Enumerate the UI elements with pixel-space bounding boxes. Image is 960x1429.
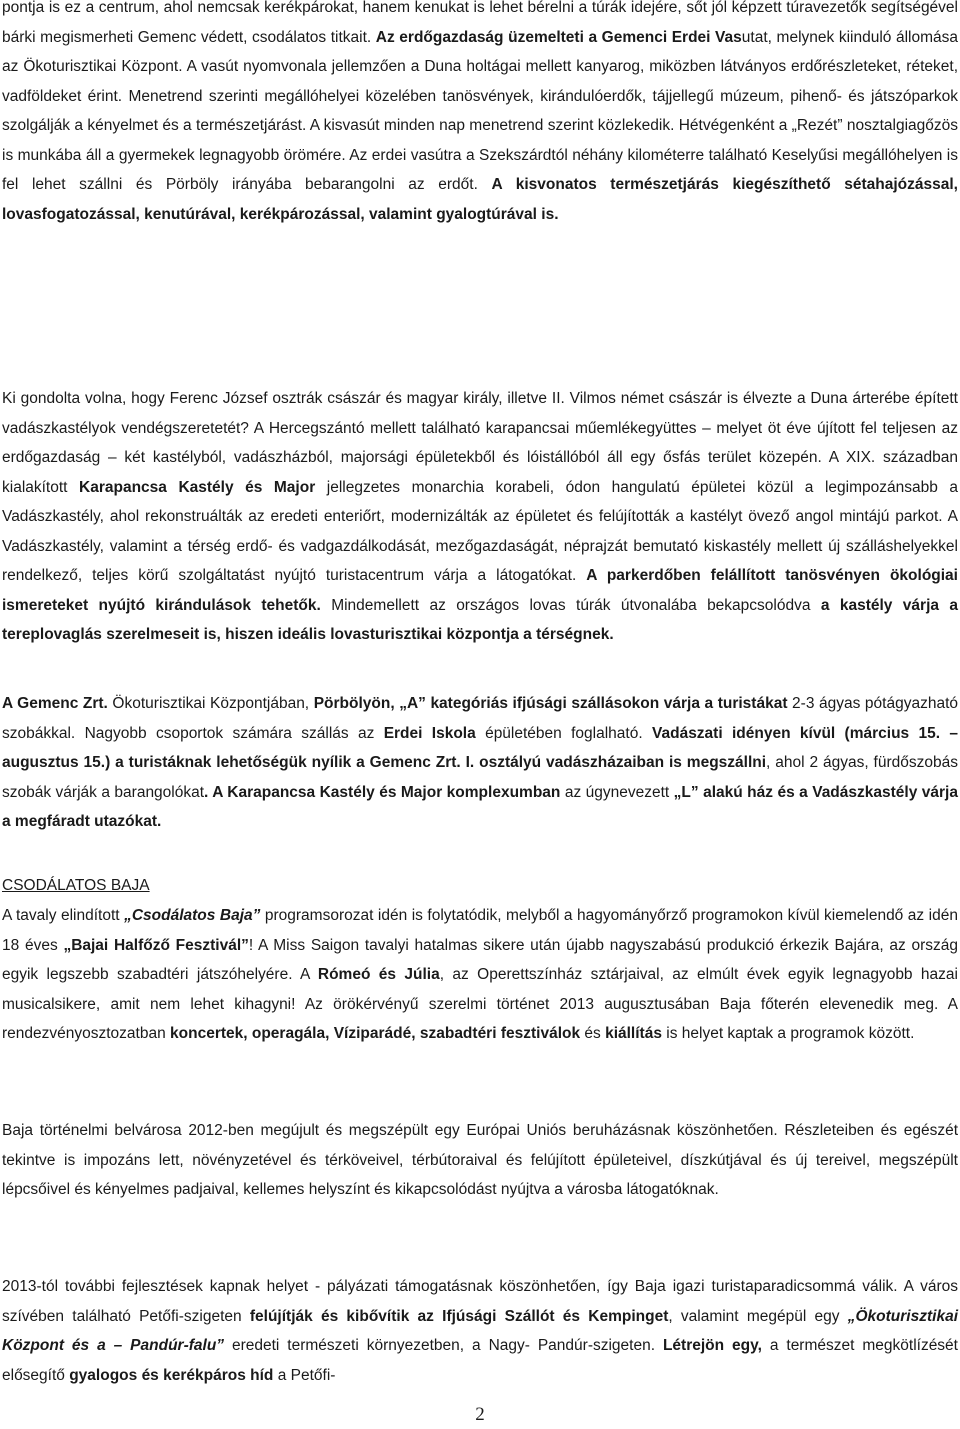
text-run: „Ökoturisztikai Központ és a – Pandúr-falu” bbox=[2, 1307, 958, 1354]
text-run: jellegzetes monarchia korabeli, ódon hangulatú épületei közül a legimpozánsabb a Vadászkastély, ahol rekonstruálták az eredeti enteriőrt, modernizálták az épületet és felújították a kastélyt övező angol mintájú parkot. A Vadászkastély, valamint a térség erdő- és vadgazdálkodását, mezőgazdaságát, néprajzát bemutató kiskastély mellett új szálláshelyekkel rendelkező, teljes körű szolgáltatást nyújtó turistacentrum várja a látogatókat. bbox=[2, 478, 959, 584]
text-run: A parkerdőben felállított tanösvényen ökológiai ismereteket nyújtó kirándulások tehetők. bbox=[2, 567, 958, 614]
text-run: Mindemellett az országos lovas túrák útvonalába bekapcsolódva bbox=[320, 596, 821, 614]
text-run: 2-3 ágyas pótágyazható szobákkal. Nagyobb csoportok számára szállás az bbox=[2, 695, 958, 742]
page-number: 2 bbox=[475, 1404, 485, 1425]
text-run: a kastély várja a tereplovaglás szerelmeseit is, hiszen ideális lovasturisztikai központja a térségnek. bbox=[2, 596, 958, 643]
paragraph-accommodation bbox=[2, 689, 958, 837]
text-run: Karapancsa Kastély és Major bbox=[79, 478, 316, 496]
text-run: 2013-tól további fejlesztések kapnak helyet - pályázati támogatásnak köszönhetően, így Baja igazi turistaparadicsommá válik. A város szívében található Petőfi-szigeten bbox=[2, 1278, 958, 1325]
text-run: felújítják és kibővítik az Ifjúsági Szállót és Kempinget bbox=[249, 1307, 669, 1325]
text-run: épületében foglalható. bbox=[475, 724, 652, 742]
text-run: , valamint megépül egy bbox=[668, 1307, 848, 1325]
text-run: Vadászati idényen kívül (március 15. – augusztus 15.) a turistáknak lehetőségük nyílik a Gemenc Zrt. I. osztályú vadászházaiban is megszállni bbox=[2, 724, 959, 771]
paragraph-development bbox=[2, 1272, 958, 1390]
text-run: „L” alakú ház és a Vadászkastély várja a megfáradt utazókat. bbox=[2, 783, 958, 830]
text-run: „Csodálatos Baja” bbox=[124, 907, 261, 924]
paragraph-gemenc-railway bbox=[2, 0, 958, 229]
text-run: Baja történelmi belvárosa 2012-ben megújult és megszépült egy Európai Uniós beruházásnak köszönhetően. Részleteiben és egészét tekintve is impozáns lett, növényzetével és térköveivel, térbútoraival és felújított épületeivel, díszkútjával és új tereivel, megszépült lépcsőivel és kényelmes padjaival, kellemes helyszínt és kikapcsolódást nyújtva a városba látogatóknak. bbox=[2, 1122, 958, 1198]
text-run: Ökoturisztikai Központjában, bbox=[107, 695, 314, 712]
text-run: koncertek, operagála, Víziparádé, szabadtéri fesztiválok bbox=[170, 1025, 581, 1042]
text-run: Az erdőgazdaság üzemelteti a Gemenci Erdei Vas bbox=[375, 28, 742, 46]
text-run: A Gemenc Zrt. bbox=[2, 695, 108, 712]
text-run: Ki gondolta volna, hogy Ferenc József osztrák császár és magyar király, illetve II. Vilmos német császár is élvezte a Duna árterébe épített vadászkastélyok vendégszeretetét? A Hercegszántó mellett található karapancsai műemlékegyüttes – melyet öt éve újított fel teljesen az erdőgazdaság – két kastélyból, vadászházból, majorsági épületekből és lóistállóból áll egy ősfás terület közepén. A XIX. században kialakított bbox=[2, 390, 958, 496]
paragraph-baja-downtown bbox=[2, 1116, 958, 1205]
text-run: Létrejön egy, bbox=[662, 1337, 762, 1354]
text-run: Pörbölyön, „A” kategóriás ifjúsági szállásokon várja a turistákat bbox=[313, 695, 788, 712]
text-run: A kisvonatos természetjárás kiegészíthető sétahajózással, lovasfogatozással, kenutúrával, kerékpározással, valamint gyalogtúrával is. bbox=[2, 176, 958, 223]
text-run: az úgynevezett bbox=[560, 783, 674, 801]
text-run: utat, melynek kiinduló állomása az Ökoturisztikai Központ. A vasút nyomvonala jellemzően a Duna holtágai mellett kanyarog, miközben látványos erdőrészleteket, réteket, vadföldeket érint. Menetrend szerinti megállóhelyei közelében tanösvények, kirándulóerdők, tájjellegű múzeum, pihenő- és játszóparkok szolgálják a kényelmet és a természetjárást. A kisvasút minden nap menetrend szerint közlekedik. Hétvégenként a „Rezét” nosztalgiagőzös is munkába áll a gyermekek legnagyobb örömére. Az erdei vasútra a Szekszárdtól néhány kilométerre található Keselyűsi megállóhelyen is fel lehet szállni és Pörböly irányába bebarangolni az erdőt. bbox=[2, 28, 958, 193]
text-run: gyalogos és kerékpáros híd bbox=[69, 1366, 274, 1384]
text-run: eredeti természeti környezetben, a Nagy- Pandúr-szigeten. bbox=[224, 1337, 663, 1354]
section-heading bbox=[2, 871, 150, 901]
text-run: Rómeó és Júlia bbox=[317, 966, 440, 983]
text-run: programsorozat idén is folytatódik, melyből a hagyományőrző programokon kívül kiemelendő az idén 18 éves bbox=[2, 907, 958, 954]
text-run: , ahol 2 ágyas, fürdőszobás szobák várják a barangolókat bbox=[2, 754, 958, 801]
text-run: a Petőfi- bbox=[273, 1366, 336, 1384]
paragraph-csodalatos-baja bbox=[2, 901, 958, 1049]
text-run: és bbox=[580, 1025, 606, 1042]
text-run: Erdei Iskola bbox=[383, 724, 476, 742]
text-run: . A Karapancsa Kastély és Major komplexumban bbox=[204, 783, 561, 801]
text-run: , az Operettszínház sztárjaival, az elmúlt évek egyik legnagyobb hazai musicalsikere, amit nem lehet kihagyni! Az örökérvényű szerelmi történet 2013 augusztusában Baja főterén elevenedik meg. A rendezvényosztozatban bbox=[2, 966, 958, 1042]
text-run: A tavaly elindított bbox=[2, 907, 125, 924]
text-run: „Bajai Halfőző Fesztivál” bbox=[63, 936, 249, 954]
section-heading-text: CSODÁLATOS BAJA bbox=[2, 877, 150, 894]
text-run: ! A Miss Saigon tavalyi hatalmas sikere után újabb nagyszabású produkció érkezik Bajára, az ország egyik legszebb szabadtéri játszóhelyére. A bbox=[2, 936, 958, 983]
paragraph-karapancsa bbox=[2, 384, 958, 650]
text-run: kiállítás bbox=[605, 1025, 662, 1042]
text-run: a természet megkötlízését elősegítő bbox=[2, 1337, 958, 1384]
text-run: is helyet kaptak a programok között. bbox=[661, 1025, 915, 1042]
text-run: pontja is ez a centrum, ahol nemcsak kerékpárokat, hanem kenukat is lehet bérelni a túrák idejére, sőt jól képzett túravezetők segítségével bárki megismerheti Gemenc védett, csodálatos titkait. bbox=[2, 0, 958, 46]
